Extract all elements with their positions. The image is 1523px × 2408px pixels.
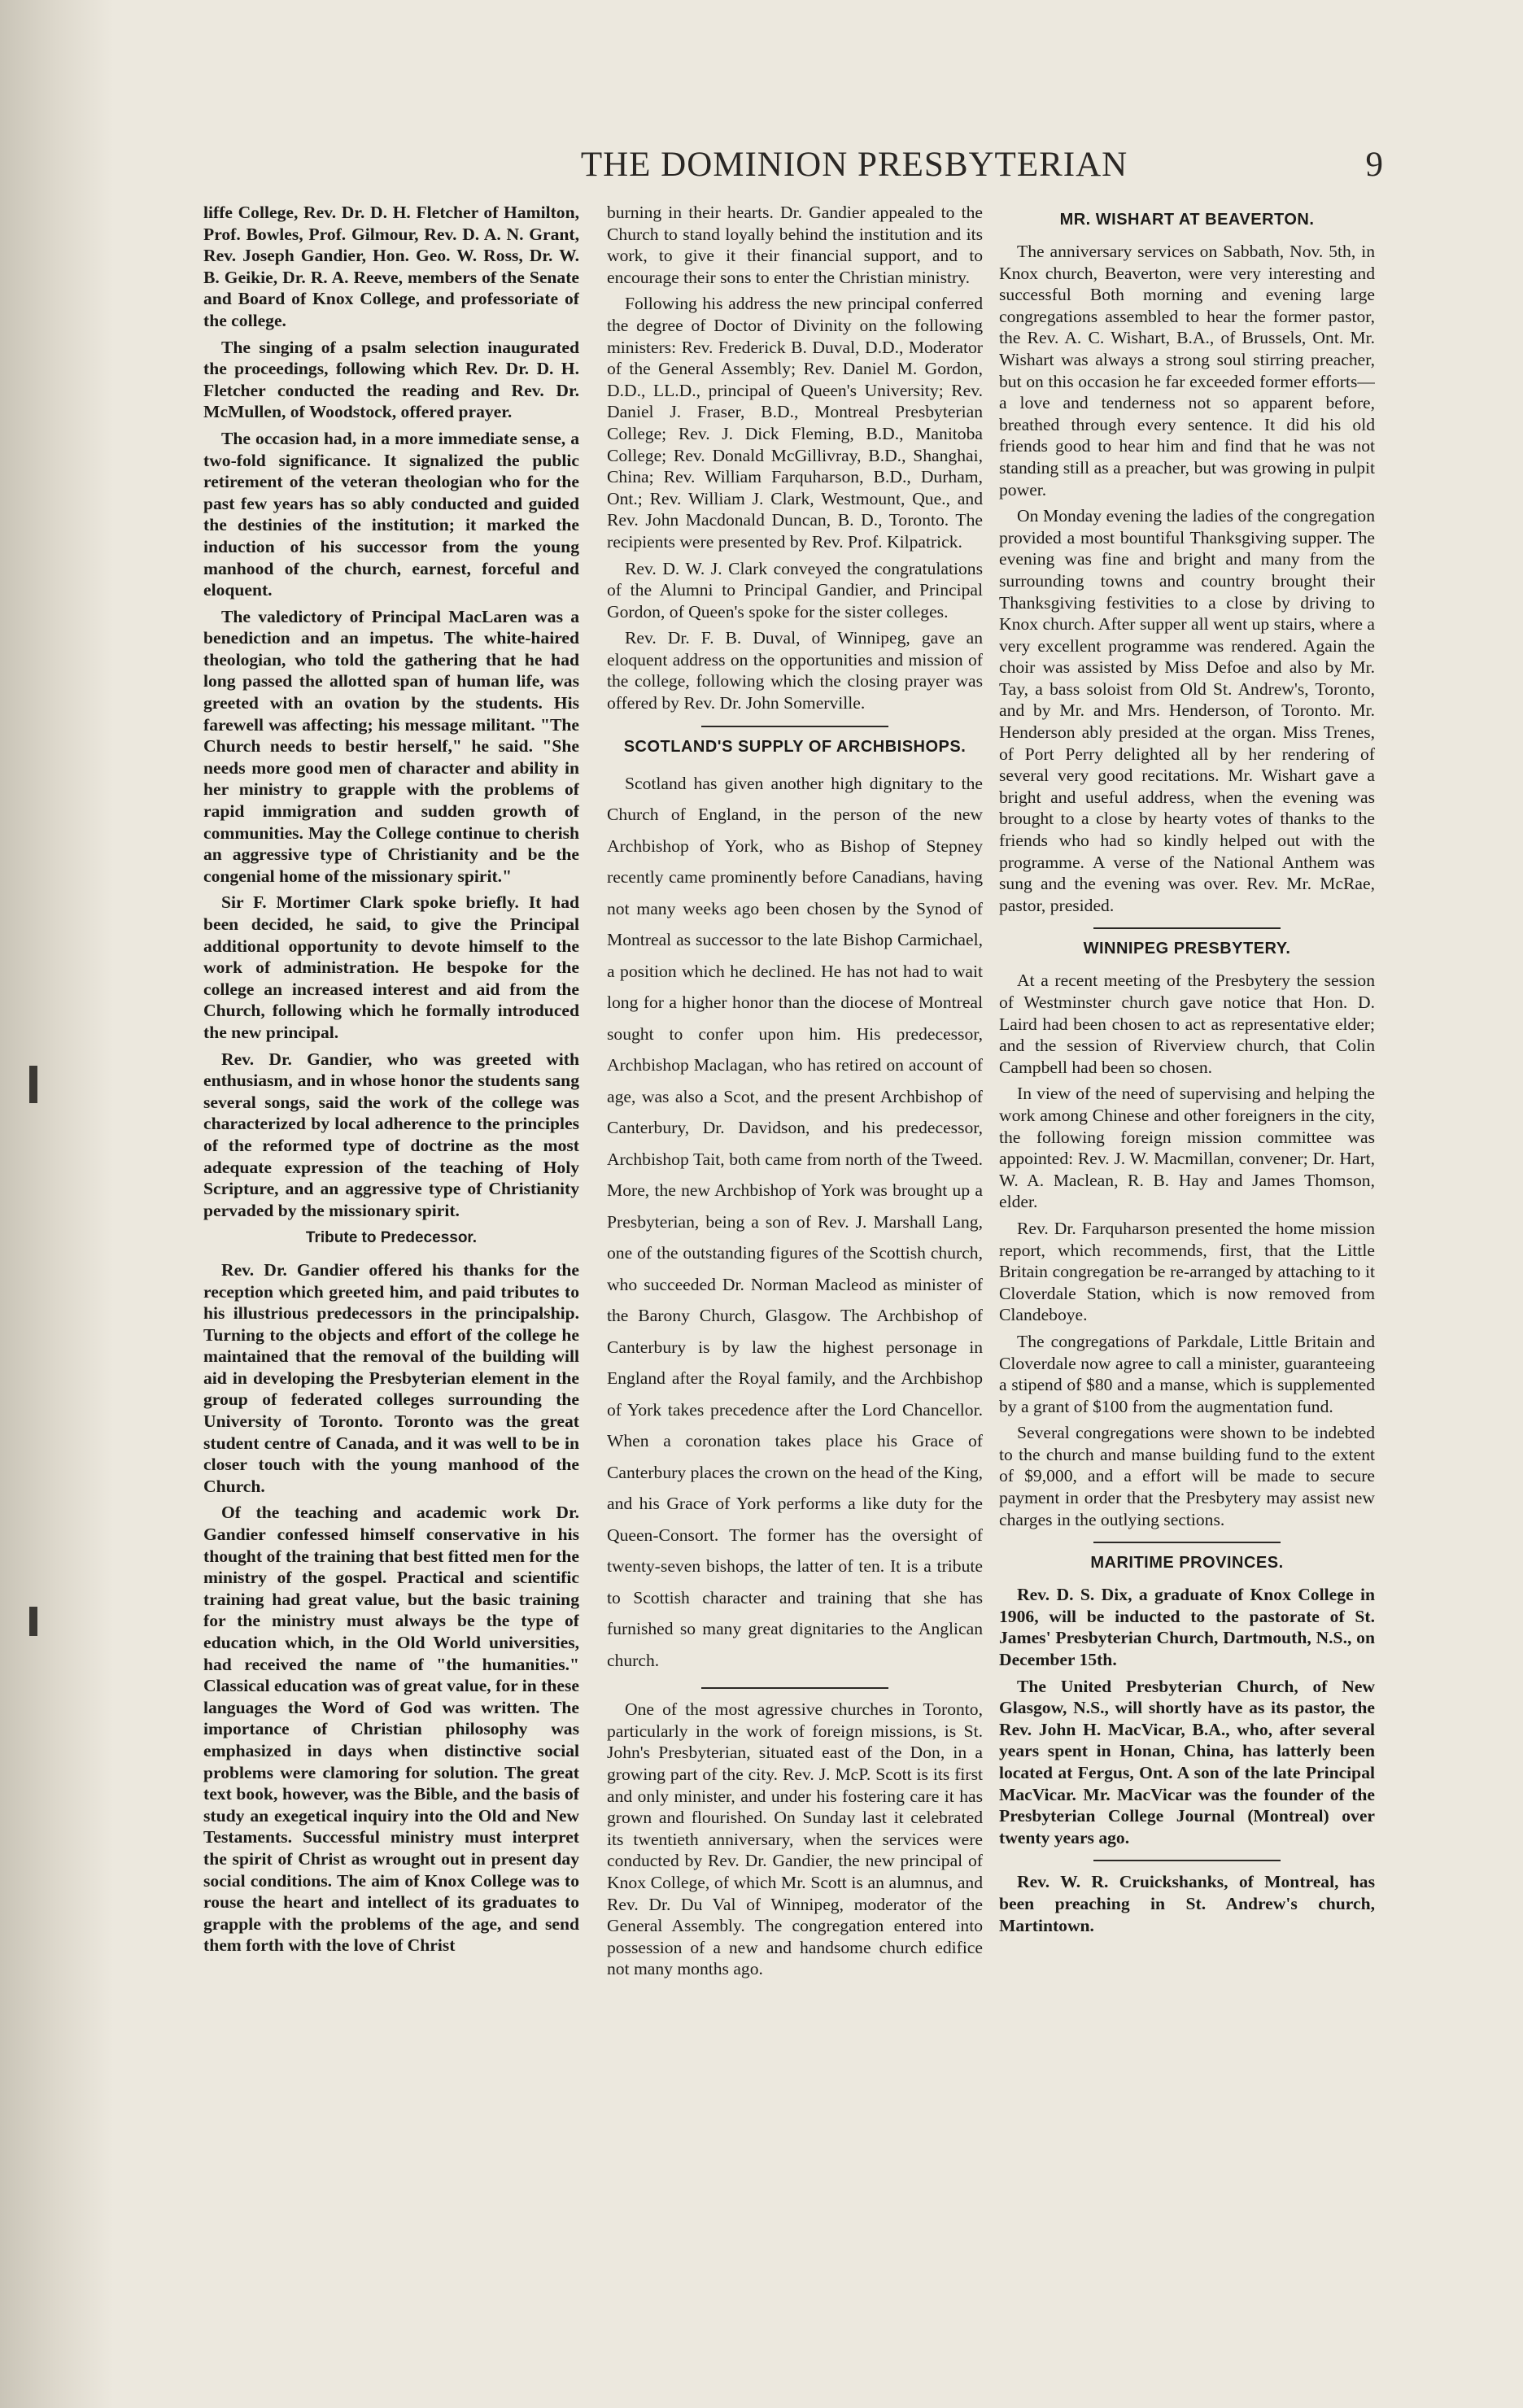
article-paragraph: Sir F. Mortimer Clark spoke briefly. It had been decided, he said, to give the Principal additional opportunity to devote himself to the work of administration. He bespoke for the college an increased interest and aid from the Church, following which he formally introduced the new principal.: [203, 892, 579, 1042]
article-paragraph: The singing of a psalm selection inaugurated the proceedings, following which Rev. Dr. D. H. Fletcher conducted the reading and Rev. Dr. McMullen, of Woodstock, offered prayer.: [203, 337, 579, 422]
column-1: [203, 202, 579, 2276]
masthead: [195, 145, 1383, 194]
article-paragraph: In view of the need of supervising and helping the work among Chinese and other foreigners in the city, the following foreign mission committee was appointed: Rev. J. W. Macmillan, convener; Dr. Hart, W. A. Maclean, R. B. Hay and James Thomson, elder.: [999, 1084, 1375, 1212]
article-paragraph: burning in their hearts. Dr. Gandier appealed to the Church to stand loyally behind the institution and its work, to give it their financial support, and to encourage their sons to enter the Christian ministry.: [607, 203, 983, 287]
binding-shadow: [0, 0, 114, 2408]
article-paragraph: Rev. Dr. Gandier offered his thanks for the reception which greeted him, and paid tributes to his illustrious predecessors in the principalship. Turning to the objects and effort of the college he maintained that the removal of the building will aid in developing the Presbyterian element in the group of federated colleges surrounding the University of Toronto. Toronto was the great student centre of Canada, and it was well to be in closer touch with the young manhood of the Church.: [203, 1259, 579, 1496]
section-heading: SCOTLAND'S SUPPLY OF ARCHBISHOPS.: [623, 737, 967, 756]
column-2: [607, 202, 983, 2276]
article-paragraph: The occasion had, in a more immediate sense, a two-fold significance. It signalized the public retirement of the veteran theologian who for the past few years has so ably conducted and guided the destinies of the institution; it marked the induction of his successor from the young manhood of the church, earnest, forceful and eloquent.: [203, 428, 579, 600]
margin-mark: [29, 1607, 37, 1636]
article-paragraph: Of the teaching and academic work Dr. Gandier confessed himself conservative in his thought of the training that best fitted men for the ministry of the gospel. Practical and scientific training had great value, but the basic training for the ministry must always be the type of education which, in the Old World universities, had received the name of "the humanities." Classical education was of great value, for in these languages the Word of God was written. The importance of Christian philosophy was emphasized in days when distinctive social problems were clamoring for solution. The great text book, however, was the Bible, and the basis of study an exegetical inquiry into the Old and New Testaments. Successful ministry must interpret the spirit of Christ as wrought out in present day social conditions. The aim of Knox College was to rouse the heart and intellect of its graduates to grapple with the problems of the age, and send them forth with the love of Christ: [203, 1503, 579, 1956]
article-paragraph: liffe College, Rev. Dr. D. H. Fletcher of Hamilton, Prof. Bowles, Prof. Gilmour, Rev. D. A. N. Grant, Rev. Joseph Gandier, Hon. Geo. W. Ross, Dr. W. B. Geikie, Dr. R. A. Reeve, members of the Senate and Board of Knox College, and professoriate of the college.: [203, 203, 579, 330]
article-paragraph: The valedictory of Principal MacLaren was a benediction and an impetus. The white-haired theologian, who told the gathering that he had long passed the allotted span of human life, was greeted with an ovation by the students. His farewell was affecting; his message militant. "The Church needs to bestir herself," he said. "She needs more good men of character and ability in her ministry to grapple with the problems of rapid immigration and sudden growth of communities. May the College continue to cherish an aggressive type of Christianity and be the congenial home of the missionary spirit.": [203, 606, 579, 886]
article-paragraph: Rev. W. R. Cruickshanks, of Montreal, has been preaching in St. Andrew's church, Martintown.: [999, 1872, 1375, 1935]
section-heading: WINNIPEG PRESBYTERY.: [1083, 940, 1291, 958]
article-paragraph: Rev. D. S. Dix, a graduate of Knox College in 1906, will be inducted to the pastorate of St. James' Presbyterian Church, Dartmouth, N.S., on December 15th.: [999, 1585, 1375, 1670]
section-heading: MR. WISHART AT BEAVERTON.: [1059, 211, 1315, 229]
article-paragraph: The United Presbyterian Church, of New Glasgow, N.S., will shortly have as its pastor, the Rev. John H. MacVicar, B.A., who, after several years spent in Honan, China, has latterly been located at Fergus, Ont. A son of the late Principal MacVicar. Mr. MacVicar was the founder of the Presbyterian College Journal (Montreal) over twenty years ago.: [999, 1676, 1375, 1847]
article-paragraph: Rev. D. W. J. Clark conveyed the congratulations of the Alumni to Principal Gandier, and Principal Gordon, of Queen's spoke for the sister colleges.: [607, 558, 983, 622]
article-paragraph: Rev. Dr. Gandier, who was greeted with enthusiasm, and in whose honor the students sang several songs, said the work of the college was characterized by local adherence to the principles of the reformed type of doctrine as the most adequate expression of the teaching of Holy Scripture, and an aggressive type of Christianity pervaded by the missionary spirit.: [203, 1049, 579, 1220]
article-paragraph: Following his address the new principal conferred the degree of Doctor of Divinity on the following ministers: Rev. Frederick B. Duval, D.D., Moderator of the General Assembly; Rev. Daniel M. Gordon, D.D., LL.D., principal of Queen's University; Rev. Daniel J. Fraser, B.D., Montreal Presbyterian College; Rev. J. Dick Fleming, B.D., Manitoba College; Rev. Donald McGillivray, B.D., Shanghai, China; Rev. William Farquharson, B.D., Durham, Ont.; Rev. William J. Clark, Westmount, Que., and Rev. John Macdonald Duncan, B. D., Toronto. The recipients were presented by Rev. Prof. Kilpatrick.: [607, 294, 983, 552]
page-number: 9: [1365, 146, 1383, 184]
article-paragraph: Rev. Dr. Farquharson presented the home mission report, which recommends, first, that the Little Britain congregation be re-arranged by attaching to it Cloverdale Station, which is now removed from Clandeboye.: [999, 1218, 1375, 1325]
margin-mark: [29, 1066, 37, 1103]
section-divider: [1093, 1542, 1281, 1543]
section-divider: [701, 1687, 888, 1689]
article-paragraph: At a recent meeting of the Presbytery the session of Westminster church gave notice that Hon. D. Laird had been chosen to act as representative elder; and the session of Riverview church, that Colin Campbell had been so chosen.: [999, 971, 1375, 1077]
article-paragraph: Rev. Dr. F. B. Duval, of Winnipeg, gave an eloquent address on the opportunities and mission of the college, following which the closing prayer was offered by Rev. Dr. John Somerville.: [607, 628, 983, 713]
section-divider: [1093, 927, 1281, 929]
column-3: [999, 202, 1375, 2276]
section-divider: [1093, 1860, 1281, 1861]
journal-title: THE DOMINION PRESBYTERIAN: [580, 146, 1128, 184]
article-paragraph: On Monday evening the ladies of the congregation provided a most bountiful Thanksgiving supper. The evening was fine and bright and many from the surrounding towns and country brought their Thanksgiving festivities to a close by driving to Knox church. After supper all went up stairs, where a very excellent programme was rendered. Again the choir was assisted by Miss Defoe and also by Mr. Tay, a bass soloist from Old St. Andrew's, Toronto, and by Mr. and Mrs. Henderson, of Toronto. Mr. Henderson ably presided at the organ. Miss Trenes, of Port Perry delighted all by her rendering of several very good recitations. Mr. Wishart gave a bright and useful address, when the evening was brought to a close by hearty votes of thanks to the friends who had so kindly helped out with the programme. A verse of the National Anthem was sung and the evening was over. Rev. Mr. McRae, pastor, presided.: [999, 506, 1375, 915]
article-paragraph: The congregations of Parkdale, Little Britain and Cloverdale now agree to call a minister, guaranteeing a stipend of $80 and a manse, which is supplemented by a grant of $100 from the augmentation fund.: [999, 1331, 1375, 1416]
article-paragraph: One of the most agressive churches in Toronto, particularly in the work of foreign missions, is St. John's Presbyterian, situated east of the Don, in a growing part of the city. Rev. J. McP. Scott is its first and only minister, and under his fostering care it has grown and flourished. On Sunday last it celebrated its twentieth anniversary, when the services were conducted by Rev. Dr. Gandier, the new principal of Knox College, of which Mr. Scott is an alumnus, and Rev. Dr. Du Val of Winnipeg, moderator of the General Assembly. The congregation entered into possession of a new and handsome church edifice not many months ago.: [607, 1699, 983, 1979]
section-subheading: Tribute to Predecessor.: [305, 1229, 478, 1247]
article-paragraph: The anniversary services on Sabbath, Nov. 5th, in Knox church, Beaverton, were very interesting and successful Both morning and evening large congregations assembled to hear the former pastor, the Rev. A. C. Wishart, B.A., of Brussels, Ont. Mr. Wishart was always a strong soul stirring preacher, but on this occasion he far exceeded former efforts—a love and tenderness not so apparent before, breathed through every sentence. It did his old friends good to hear him and find that he was not standing still as a preacher, but was growing in pulpit power.: [999, 242, 1375, 499]
section-heading: MARITIME PROVINCES.: [1090, 1554, 1284, 1573]
section-divider: [701, 726, 888, 727]
article-paragraph: Several congregations were shown to be indebted to the church and manse building fund to the extent of $9,000, and a effort will be made to secure payment in order that the Presbytery may assist new charges in the outlying sections.: [999, 1423, 1375, 1529]
article-paragraph: Scotland has given another high dignitary to the Church of England, in the person of the new Archbishop of York, who as Bishop of Stepney recently came prominently before Canadians, having not many weeks ago been chosen by the Synod of Montreal as successor to the late Bishop Carmichael, a position which he declined. He has not had to wait long for a higher honor than the diocese of Montreal sought to confer upon him. His predecessor, Archbishop Maclagan, who has retired on account of age, was also a Scot, and the present Archbishop of Canterbury, Dr. Davidson, and his predecessor, Archbishop Tait, both came from north of the Tweed. More, the new Archbishop of York was brought up a Presbyterian, being a son of Rev. J. Marshall Lang, one of the outstanding figures of the Scottish church, who succeeded Dr. Norman Macleod as minister of the Barony Church, Glasgow. The Archbishop of Canterbury is by law the highest personage in England after the Royal family, and the Archbishop of York takes precedence after the Lord Chancellor. When a coronation takes place his Grace of Canterbury places the crown on the head of the King, and his Grace of York performs a like duty for the Queen-Consort. The former has the oversight of twenty-seven bishops, the latter of ten. It is a tribute to Scottish character and training that she has furnished so many great dignitaries to the Anglican church.: [607, 773, 983, 1670]
